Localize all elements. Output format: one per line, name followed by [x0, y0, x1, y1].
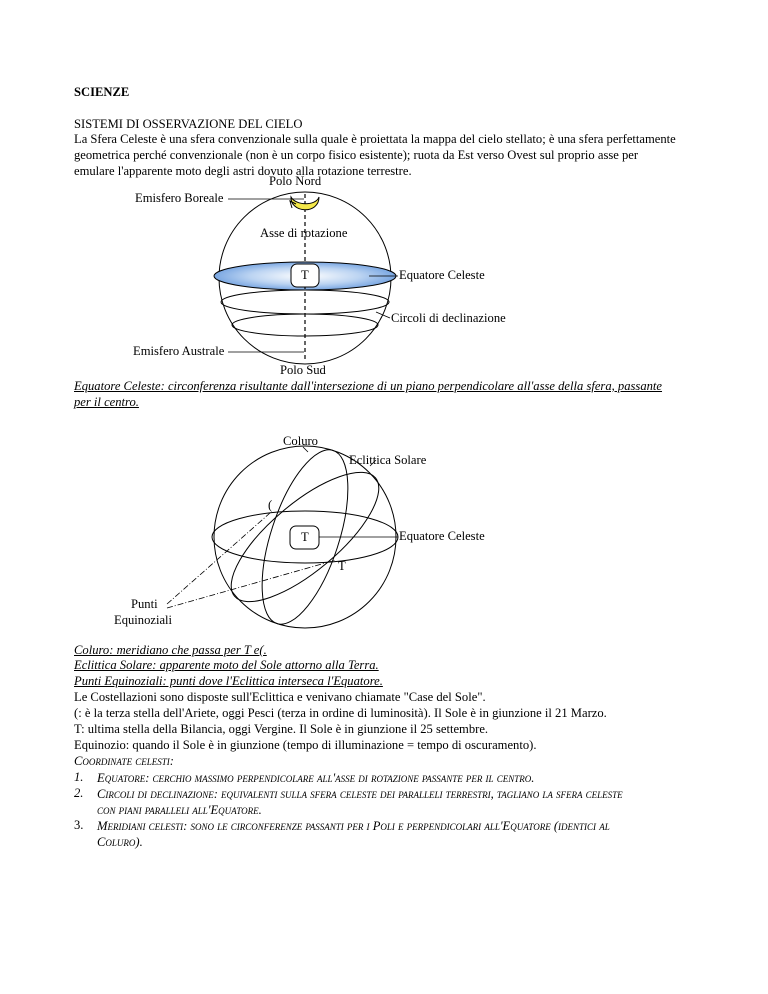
intro-line-2: geometrica perché convenzionale (non è un corpo fisico esistente); ruota da Est verso Ovest sul proprio asse per — [74, 148, 639, 162]
label-terra-2: T — [301, 530, 309, 544]
label-polo-nord: Polo Nord — [269, 174, 322, 188]
body-line-4: Equinozio: quando il Sole è in giunzione (tempo di illuminazione = tempo di oscuramento). — [74, 738, 537, 752]
coord-item-2-line-1: Circoli di declinazione: equivalenti sulla sfera celeste dei paralleli terrestri, tagliano la sfera celeste — [97, 787, 623, 801]
label-asse-rotazione: Asse di rotazione — [260, 226, 348, 240]
body-line-2: (: è la terza stella dell'Ariete, oggi Pesci (terza in ordine di luminosità). Il Sole è in giunzione il 21 Marzo. — [74, 706, 607, 720]
intro-line-3: emulare l'apparente moto degli astri dovuto alla rotazione terrestre. — [74, 164, 412, 178]
label-eclittica-solare: Eclittica Solare — [349, 453, 427, 467]
label-emisfero-boreale: Emisfero Boreale — [135, 191, 224, 205]
definition-coluro: Coluro: meridiano che passa per T e(. — [74, 643, 267, 657]
coord-item-1-line-1: Equatore: cerchio massimo perpendicolare all'asse di rotazione passante per il centro. — [97, 771, 535, 785]
label-equinoziali: Equinoziali — [114, 613, 173, 627]
label-punti: Punti — [131, 597, 158, 611]
definition-punti: Punti Equinoziali: punti dove l'Eclittica interseca l'Equatore. — [74, 674, 383, 688]
label-equatore-celeste: Equatore Celeste — [399, 268, 485, 282]
coord-num-3: 3. — [74, 818, 84, 832]
coord-item-2-line-2: con piani paralleli all'Equatore. — [97, 803, 262, 817]
leader-punto-t — [167, 560, 336, 608]
label-terra: T — [301, 268, 309, 282]
label-t-point: T — [338, 559, 346, 573]
intro-line-1: La Sfera Celeste è una sfera convenzionale sulla quale è proiettata la mappa del cielo stellato; è una sfera perfettamente — [74, 132, 676, 146]
label-circoli-declinazione: Circoli di declinazione — [391, 311, 506, 325]
equatore-def-line-2: per il centro. — [74, 395, 139, 409]
body-line-3: T: ultima stella della Bilancia, oggi Vergine. Il Sole è in giunzione il 25 settembre. — [74, 722, 489, 736]
section-title: SISTEMI DI OSSERVAZIONE DEL CIELO — [74, 117, 303, 131]
label-coluro: Coluro — [283, 434, 318, 448]
coord-item-3-line-2: Coluro). — [97, 835, 143, 849]
label-gamma: ( — [268, 498, 273, 512]
coord-num-2: 2. — [74, 786, 84, 800]
definition-eclittica: Eclittica Solare: apparente moto del Sole attorno alla Terra. — [74, 658, 379, 672]
equatore-def-line-1: Equatore Celeste: circonferenza risultante dall'intersezione di un piano perpendicolare all'asse della sfera, passante — [74, 379, 663, 393]
coord-num-1: 1. — [74, 770, 84, 784]
label-equatore-celeste-2: Equatore Celeste — [399, 529, 485, 543]
body-line-1: Le Costellazioni sono disposte sull'Eclittica e venivano chiamate "Case del Sole". — [74, 690, 486, 704]
heading: SCIENZE — [74, 85, 130, 99]
label-emisfero-australe: Emisfero Australe — [133, 344, 225, 358]
coord-title: Coordinate celesti: — [74, 754, 174, 768]
label-polo-sud: Polo Sud — [280, 363, 326, 377]
coord-item-3-line-1: Meridiani celesti: sono le circonferenze passanti per i Poli e perpendicolari all'Equatore (identici al — [97, 819, 610, 833]
